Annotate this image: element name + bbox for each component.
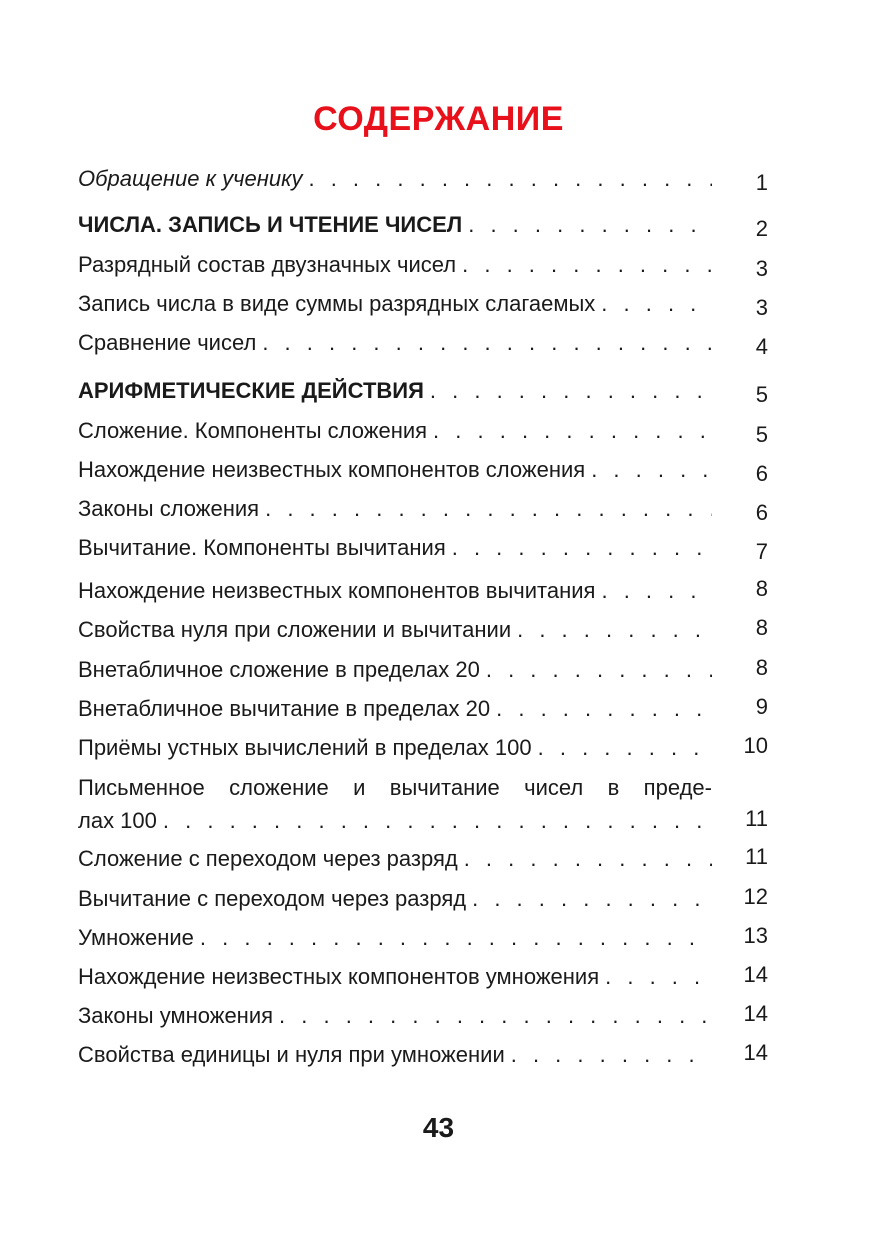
- toc-entry-page: 11: [745, 806, 768, 831]
- toc-entry: [78, 653, 768, 687]
- toc-leader-dots: [308, 166, 712, 192]
- toc-leader-dots: [279, 1003, 712, 1029]
- toc-entry-page: 5: [755, 422, 768, 447]
- toc-leader-dots: [601, 291, 712, 317]
- toc-entry-page: 4: [755, 334, 768, 359]
- toc-leader-dots: [601, 578, 712, 604]
- toc-entry-text: Нахождение неизвестных компонентов сложения: [78, 457, 591, 483]
- toc-entry: [78, 248, 768, 282]
- toc-entry-text: Сравнение чисел: [78, 330, 262, 356]
- toc-entry-page: 6: [755, 461, 768, 486]
- toc-entry-text: Законы сложения: [78, 496, 265, 522]
- toc-leader-dots: [265, 496, 712, 522]
- toc-entry-page: 8: [755, 576, 768, 601]
- toc-entry-text: Свойства нуля при сложении и вычитании: [78, 617, 517, 643]
- toc-entry: [78, 287, 768, 321]
- toc-leader-dots: [163, 808, 712, 834]
- toc-entry-page: 14: [743, 962, 768, 987]
- toc-entry-text: Законы умножения: [78, 1003, 279, 1029]
- toc-entry-page: 8: [755, 615, 768, 640]
- contents-title: СОДЕРЖАНИЕ: [313, 100, 564, 138]
- toc-leader-dots: [605, 964, 712, 990]
- toc-entry-text: Умножение: [78, 925, 200, 951]
- toc-entry-page: 1: [755, 170, 768, 195]
- toc-entry: [78, 613, 768, 647]
- toc-section-page: 2: [755, 216, 768, 241]
- toc-entry-page: 8: [755, 655, 768, 680]
- toc-section-text: ЧИСЛА. ЗАПИСЬ И ЧТЕНИЕ ЧИСЕЛ: [78, 212, 468, 238]
- toc-entry-text: Вычитание. Компоненты вычитания: [78, 535, 452, 561]
- toc-entry-text: Запись числа в виде суммы разрядных слагаемых: [78, 291, 601, 317]
- toc-entry-text: Нахождение неизвестных компонентов умножения: [78, 964, 605, 990]
- toc-entry-page: 12: [743, 884, 768, 909]
- toc-entry-text: Свойства единицы и нуля при умножении: [78, 1042, 511, 1068]
- toc-leader-dots: [433, 418, 712, 444]
- toc-entry: [78, 960, 768, 994]
- toc-entry-text: лах 100: [78, 808, 163, 834]
- toc-entry: [78, 882, 768, 916]
- toc-entry-text: Внетабличное вычитание в пределах 20: [78, 696, 496, 722]
- page-number: 43: [422, 1112, 455, 1143]
- toc-leader-dots: [538, 735, 712, 761]
- toc-leader-dots: [200, 925, 712, 951]
- toc-entry: [78, 692, 768, 726]
- toc-leader-dots: [430, 378, 712, 404]
- toc-entry: [78, 999, 768, 1033]
- toc-leader-dots: [472, 886, 712, 912]
- toc-section-text: АРИФМЕТИЧЕСКИЕ ДЕЙСТВИЯ: [78, 378, 430, 404]
- toc-entry-page: 9: [755, 694, 768, 719]
- toc-entry-text: Сложение. Компоненты сложения: [78, 418, 433, 444]
- toc-entry: [78, 574, 768, 608]
- toc-entry-page: 11: [745, 844, 768, 869]
- toc-entry-page: 7: [755, 539, 768, 564]
- toc-entry-text: Разрядный состав двузначных чисел: [78, 252, 462, 278]
- toc-entry: [78, 1038, 768, 1072]
- toc-entry: [78, 162, 768, 196]
- toc-entry-page: 3: [755, 256, 768, 281]
- toc-entry: [78, 804, 768, 838]
- toc-entry-wrapped-line: Письменное сложение и вычитание чисел в преде-: [78, 775, 712, 800]
- toc-entry: [78, 921, 768, 955]
- toc-leader-dots: [591, 457, 712, 483]
- toc-entry: [78, 842, 768, 876]
- toc-entry-text: Сложение с переходом через разряд: [78, 846, 464, 872]
- toc-leader-dots: [517, 617, 712, 643]
- toc-leader-dots: [462, 252, 712, 278]
- toc-entry-text: Приёмы устных вычислений в пределах 100: [78, 735, 538, 761]
- toc-leader-dots: [452, 535, 712, 561]
- toc-section: [78, 374, 768, 408]
- toc-entry-page: 3: [755, 295, 768, 320]
- toc-entry: [78, 492, 768, 526]
- toc-entry-page: 14: [743, 1001, 768, 1026]
- toc-section-page: 5: [755, 382, 768, 407]
- toc-entry-text: Нахождение неизвестных компонентов вычитания: [78, 578, 601, 604]
- toc-entry: [78, 731, 768, 765]
- toc-entry: [78, 453, 768, 487]
- toc-entry-page: 10: [743, 733, 768, 758]
- toc-leader-dots: [262, 330, 712, 356]
- toc-entry-text: Вычитание с переходом через разряд: [78, 886, 472, 912]
- toc-section: [78, 208, 768, 242]
- toc-leader-dots: [496, 696, 712, 722]
- toc-leader-dots: [464, 846, 712, 872]
- toc-entry-page: 14: [743, 1040, 768, 1065]
- toc-entry-page: 13: [743, 923, 768, 948]
- toc-leader-dots: [468, 212, 712, 238]
- toc-leader-dots: [511, 1042, 712, 1068]
- toc-entry: [78, 414, 768, 448]
- toc-leader-dots: [486, 657, 712, 683]
- toc-entry: [78, 326, 768, 360]
- toc-entry-text: Обращение к ученику: [78, 166, 308, 192]
- toc-entry-text: Внетабличное сложение в пределах 20: [78, 657, 486, 683]
- toc-entry: [78, 531, 768, 565]
- toc-entry-page: 6: [755, 500, 768, 525]
